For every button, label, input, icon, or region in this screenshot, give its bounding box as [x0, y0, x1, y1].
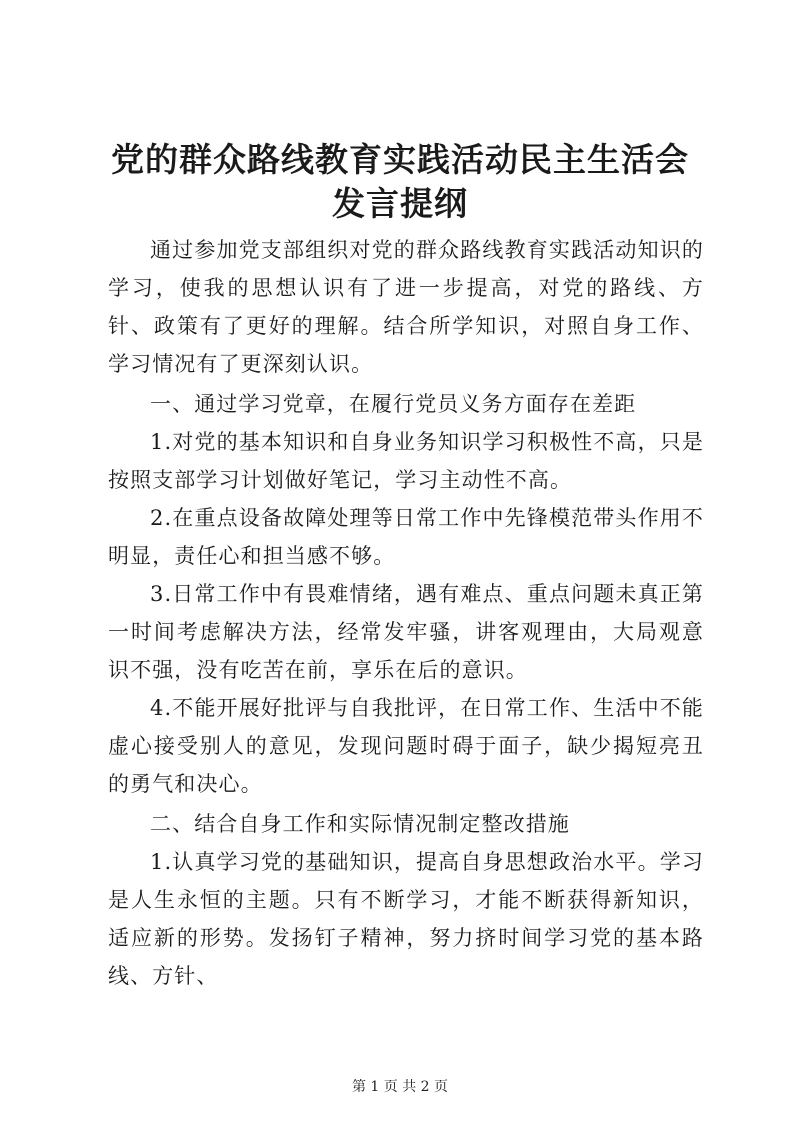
- list-item-1-1: 1.对党的基本知识和自身业务知识学习积极性不高，只是按照支部学习计划做好笔记，学习主动性不高。: [108, 430, 704, 492]
- section-heading-2: 二、结合自身工作和实际情况制定整改措施: [150, 812, 570, 836]
- document-title: 党的群众路线教育实践活动民主生活会发言提纲: [111, 140, 689, 223]
- list-item-1-4: 4.不能开展好批评与自我批评，在日常工作、生活中不能虚心接受别人的意见，发现问题时碍于面子，缺少揭短亮丑的勇气和决心。: [108, 696, 704, 796]
- document-body: [108, 231, 704, 995]
- page-footer: 第 1 页 共 2 页: [351, 1079, 449, 1095]
- paragraph-intro: 通过参加党支部组织对党的群众路线教育实践活动知识的学习，使我的思想认识有了进一步提高，对党的路线、方针、政策有了更好的理解。结合所学知识，对照自身工作、学习情况有了更深刻认识。: [108, 238, 704, 376]
- section-heading-1: 一、通过学习党章，在履行党员义务方面存在差距: [150, 392, 637, 416]
- list-item-1-3: 3.日常工作中有畏难情绪，遇有难点、重点问题未真正第一时间考虑解决方法，经常发牢骚，讲客观理由，大局观意识不强，没有吃苦在前，享乐在后的意识。: [108, 582, 704, 682]
- list-item-2-1: 1.认真学习党的基础知识，提高自身思想政治水平。学习是人生永恒的主题。只有不断学习，才能不断获得新知识，适应新的形势。发扬钉子精神，努力挤时间学习党的基本路线、方针、: [108, 850, 704, 988]
- list-item-1-2: 2.在重点设备故障处理等日常工作中先锋模范带头作用不明显，责任心和担当感不够。: [108, 506, 704, 568]
